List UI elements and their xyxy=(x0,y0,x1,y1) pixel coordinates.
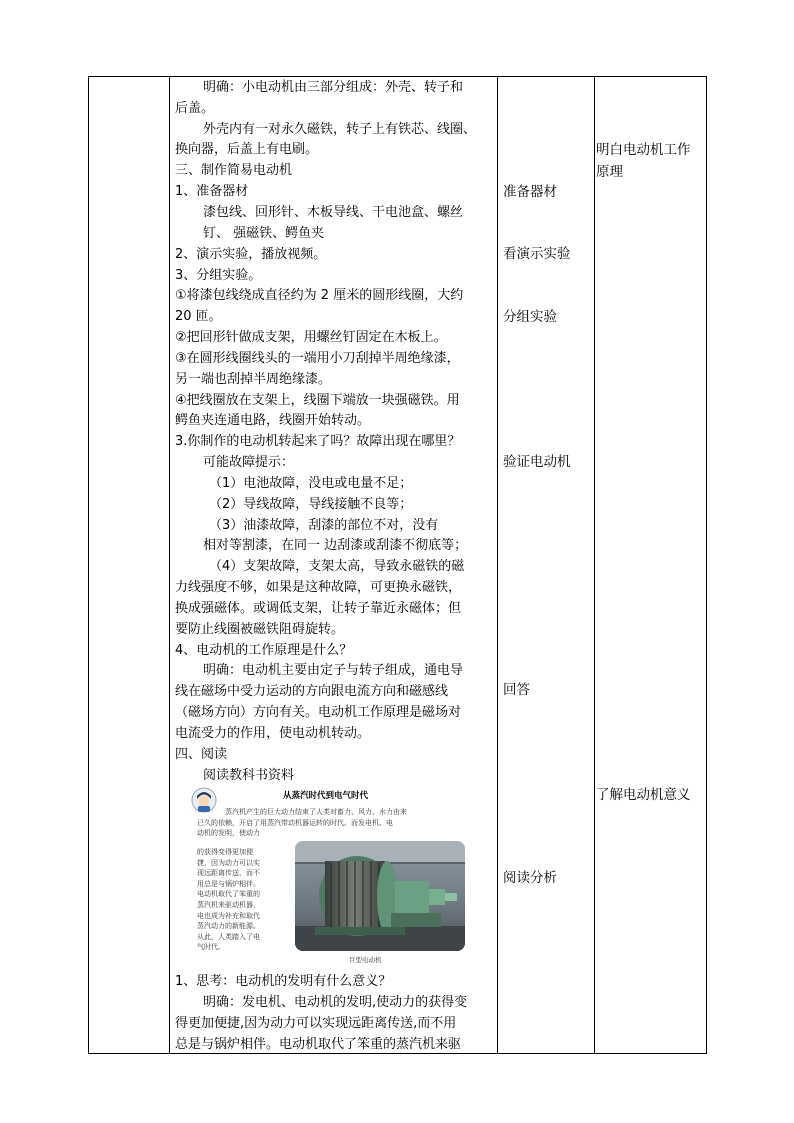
figure-text-line: 动机的发明，使动力 xyxy=(197,829,260,838)
figure-side-text xyxy=(197,847,260,953)
text-line: （1）电池故障，没电或电量不足； xyxy=(209,476,413,491)
design-intent: 明白电动机工作 xyxy=(596,142,691,158)
text-line: 鳄鱼夹连通电路，线圈开始转动。 xyxy=(175,413,371,428)
text-line: ④把线圈放在支架上，线圈下端放一块强磁铁。用 xyxy=(175,393,460,408)
text-line: 2、演示实验，播放视频。 xyxy=(175,247,327,262)
student-activity: 阅读分析 xyxy=(503,870,557,886)
text-line: 线在磁场中受力运动的方向跟电流方向和磁感线 xyxy=(175,684,449,699)
text-line: 另一端也刮掉半周绝缘漆。 xyxy=(175,372,332,387)
text-line: 总是与锅炉相伴。电动机取代了笨重的蒸汽机来驱 xyxy=(175,1037,462,1052)
design-intent: 原理 xyxy=(596,164,623,180)
text-line: 4、电动机的工作原理是什么？ xyxy=(175,643,353,658)
text-line: 明确：电动机主要由定子与转子组成，通电导 xyxy=(203,663,464,678)
text-line: 得更加便捷,因为动力可以实现远距离传送,而不用 xyxy=(175,1016,457,1031)
student-activity-column xyxy=(497,77,593,1053)
text-line: 钉、 强磁铁、鳄鱼夹 xyxy=(203,226,325,241)
student-activity: 看演示实验 xyxy=(503,246,571,262)
figure-text-line: 用总是与锅炉相伴。 xyxy=(197,879,260,888)
text-line: 阅读教科书资料 xyxy=(203,768,295,783)
design-intent: 了解电动机意义 xyxy=(596,787,691,803)
text-line: 3.你制作的电动机转起来了吗？故障出现在哪里？ xyxy=(175,434,461,449)
figure-text-line: 已久的依赖，开启了用蒸汽带动机器运转的时代。而发电机、电 xyxy=(197,818,393,827)
student-activity: 回答 xyxy=(503,682,530,698)
text-line: 可能故障提示： xyxy=(203,455,295,470)
text-line: ②把回形针做成支架，用螺丝钉固定在木板上。 xyxy=(175,330,447,345)
section-heading: 三、制作简易电动机 xyxy=(175,163,293,178)
text-line: 20 匝。 xyxy=(175,309,222,324)
text-line: （4）支架故障，支架太高，导致永磁铁的磁 xyxy=(209,559,465,574)
figure-title: 从蒸汽时代到电气时代 xyxy=(283,791,369,801)
section-heading: 四、阅读 xyxy=(175,747,228,762)
figure-text-line: 捷，因为动力可以实 xyxy=(197,858,260,867)
figure-text-line: 电动机取代了笨重的 xyxy=(197,890,260,899)
text-line: （磁场方向）方向有关。电动机工作原理是磁场对 xyxy=(175,705,462,720)
student-activity: 准备器材 xyxy=(503,184,557,200)
figure-text-line: 气时代。 xyxy=(197,943,225,952)
design-intent-column xyxy=(594,77,706,1053)
text-line: 外壳内有一对永久磁铁，转子上有铁芯、线圈、 xyxy=(203,122,477,137)
text-line: ③在圆形线圈线头的一端用小刀刮掉半周绝缘漆， xyxy=(175,351,460,366)
text-line: 漆包线、回形针、木板导线、干电池盒、螺丝 xyxy=(203,205,464,220)
student-activity: 验证电动机 xyxy=(503,454,571,470)
text-line: ①将漆包线绕成直径约为 2 厘米的圆形线圈，大约 xyxy=(175,288,464,303)
student-avatar-icon xyxy=(191,787,217,813)
figure-caption: 巨型电动机 xyxy=(349,956,382,964)
text-line: 相对等割漆，在同一 边刮漆或刮漆不彻底等； xyxy=(203,538,468,553)
text-line: 换成强磁体。或调低支架，让转子靠近永磁体；但 xyxy=(175,601,462,616)
text-line: 换向器，后盖上有电刷。 xyxy=(175,142,319,157)
figure-text-line: 现远距离传送，而不 xyxy=(197,869,260,878)
text-line: 明确：发电机、电动机的发明,使动力的获得变 xyxy=(203,995,468,1010)
text-line: 3、分组实验。 xyxy=(175,268,262,283)
figure-text-line: 蒸汽机来驱动机器， xyxy=(197,900,260,909)
text-line: 后盖。 xyxy=(175,101,215,116)
text-line: 1、准备器材 xyxy=(175,184,249,199)
figure-text-line: 蒸汽机产生的巨大动力结束了人类对畜力、风力、水力由来 xyxy=(225,808,407,816)
text-line: 电流受力的作用，使电动机转动。 xyxy=(175,726,371,741)
giant-motor-photo xyxy=(295,841,465,951)
figure-text-line: 的获得变得更加便 xyxy=(197,848,253,856)
lesson-table xyxy=(88,76,707,1054)
text-line: 1、思考：电动机的发明有什么意义？ xyxy=(175,974,392,989)
figure-text-line: 电也成为补充和取代 xyxy=(197,911,260,920)
text-line: （3）油漆故障，刮漆的部位不对，没有 xyxy=(209,518,439,533)
text-line: （2）导线故障，导线接触不良等； xyxy=(209,497,413,512)
textbook-figure xyxy=(187,785,477,963)
text-line: 力线强度不够，如果是这种故障，可更换永磁铁， xyxy=(175,580,462,595)
student-activity: 分组实验 xyxy=(503,309,557,325)
text-line: 要防止线圈被磁铁阻碍旋转。 xyxy=(175,622,345,637)
figure-text-line: 蒸汽动力的新能源。 xyxy=(197,922,260,931)
figure-text-line: 从此，人类踏入了电 xyxy=(197,932,260,941)
figure-text xyxy=(197,807,407,839)
text-line: 明确：小电动机由三部分组成：外壳、转子和 xyxy=(203,80,464,95)
